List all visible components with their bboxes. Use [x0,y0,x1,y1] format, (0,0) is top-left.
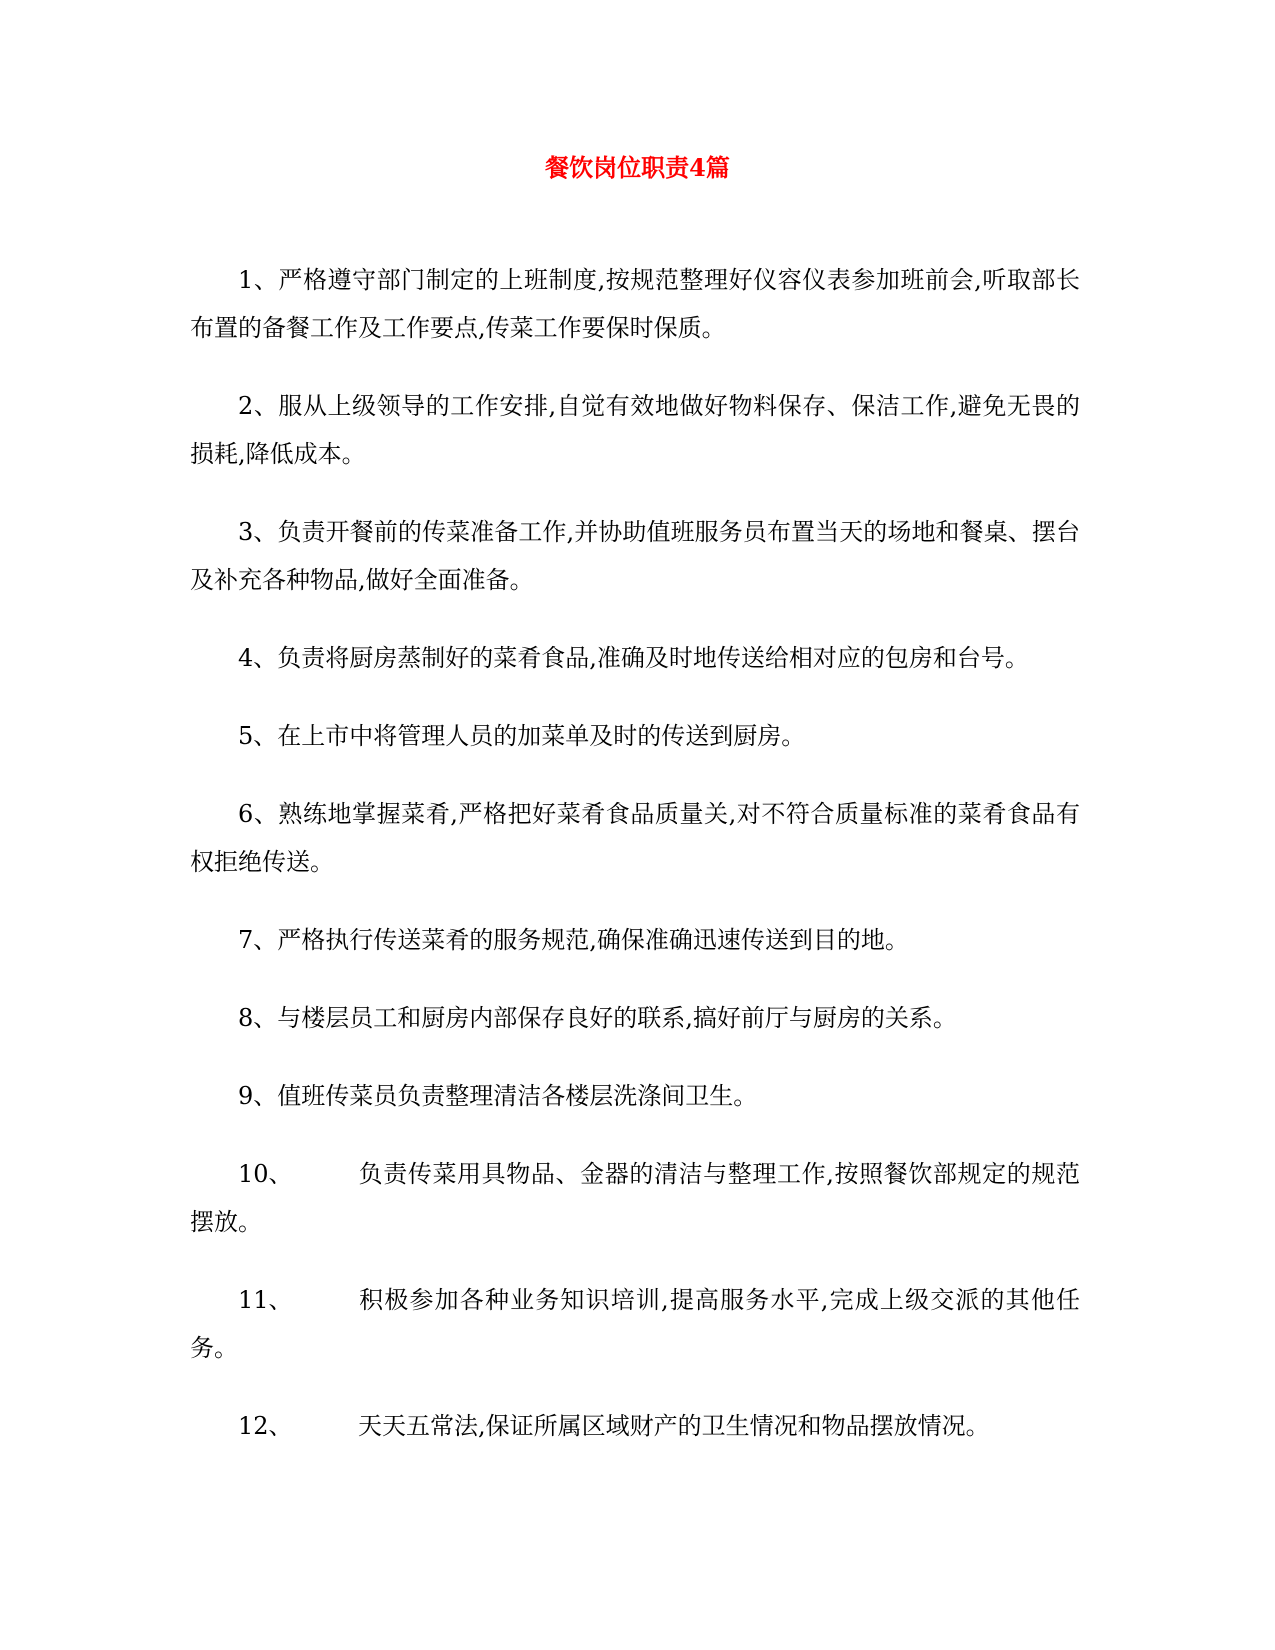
duty-item-10 [190,1150,1080,1246]
duty-number: 4、 [238,644,278,672]
duty-number: 6、 [238,800,279,828]
duty-text: 服从上级领导的工作安排,自觉有效地做好物料保存、保洁工作,避免无畏的损耗,降低成本。 [190,392,1080,468]
duty-number: 11、 [238,1286,293,1314]
duty-text: 值班传菜员负责整理清洁各楼层洗涤间卫生。 [277,1082,758,1110]
duty-text: 天天五常法,保证所属区域财产的卫生情况和物品摆放情况。 [358,1412,990,1440]
duty-text: 严格执行传送菜肴的服务规范,确保准确迅速传送到目的地。 [277,926,909,954]
duty-item-9 [190,1072,1080,1120]
duty-item-3 [190,508,1080,604]
duty-number: 1、 [238,266,279,294]
duty-text: 负责传菜用具物品、金器的清洁与整理工作,按照餐饮部规定的规范摆放。 [190,1160,1080,1236]
duty-item-7 [190,916,1080,964]
duty-number: 10、 [238,1160,293,1188]
duty-number: 2、 [238,392,279,420]
duty-number: 9、 [238,1082,278,1110]
duty-text: 在上市中将管理人员的加菜单及时的传送到厨房。 [277,722,806,750]
duty-text: 负责开餐前的传菜准备工作,并协助值班服务员布置当天的场地和餐桌、摆台及补充各种物品,做好全面准备。 [190,518,1080,594]
duty-item-2 [190,382,1080,478]
duty-item-8 [190,994,1080,1042]
duty-item-5 [190,712,1080,760]
duty-text: 与楼层员工和厨房内部保存良好的联系,搞好前厅与厨房的关系。 [277,1004,957,1032]
duty-number: 7、 [238,926,278,954]
duty-number: 8、 [238,1004,278,1032]
document-title: 餐饮岗位职责4篇 [545,153,730,182]
duty-text: 严格遵守部门制定的上班制度,按规范整理好仪容仪表参加班前会,听取部长布置的备餐工作及工作要点,传菜工作要保时保质。 [190,266,1080,342]
duty-text: 熟练地掌握菜肴,严格把好菜肴食品质量关,对不符合质量标准的菜肴食品有权拒绝传送。 [190,800,1080,876]
duty-item-4 [190,634,1080,682]
duty-item-6 [190,790,1080,886]
duty-number: 3、 [238,518,278,546]
duty-number: 12、 [238,1412,293,1440]
duty-text: 积极参加各种业务知识培训,提高服务水平,完成上级交派的其他任务。 [190,1286,1080,1362]
duty-item-11 [190,1276,1080,1372]
duty-number: 5、 [238,722,278,750]
duty-item-1 [190,256,1080,352]
duty-list [190,232,1080,1480]
duty-text: 负责将厨房蒸制好的菜肴食品,准确及时地传送给相对应的包房和台号。 [277,644,1029,672]
duty-item-12 [190,1402,1080,1450]
